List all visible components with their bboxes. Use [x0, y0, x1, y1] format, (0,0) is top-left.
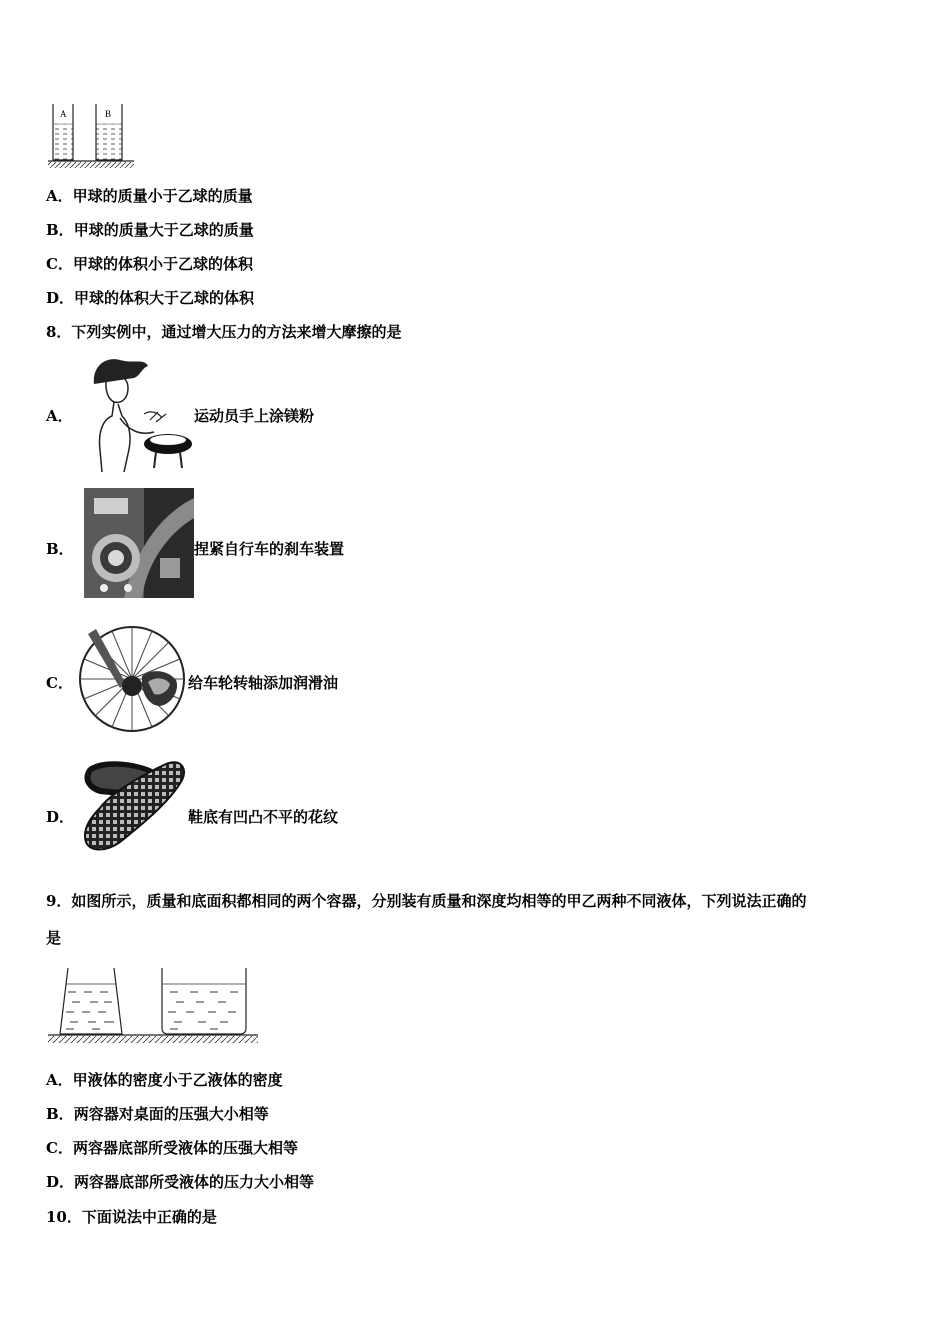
- q9-option-a: A．甲液体的密度小于乙液体的密度: [46, 1071, 283, 1089]
- q9-stem-line2: 是: [46, 929, 62, 947]
- q7-option-b: B．甲球的质量大于乙球的质量: [46, 221, 254, 239]
- q9-option-b: B．两容器对桌面的压强大小相等: [46, 1105, 269, 1123]
- q8-option-b-letter: B．: [46, 540, 74, 558]
- q8-option-c-text: 给车轮转轴添加润滑油: [188, 674, 339, 692]
- q7-option-d: D．甲球的体积大于乙球的体积: [46, 289, 255, 307]
- q8-option-d-letter: D．: [46, 808, 75, 826]
- q8-stem: 8．下列实例中，通过增大压力的方法来增大摩擦的是: [46, 323, 402, 341]
- q10-stem: 10．下面说法中正确的是: [46, 1208, 217, 1226]
- q7-option-a: A．甲球的质量小于乙球的质量: [46, 187, 253, 205]
- wheel-axle-image: [76, 624, 188, 734]
- beaker-a-label: A: [60, 109, 67, 119]
- bicycle-brake-image: [84, 488, 194, 598]
- q7-beakers-figure: [46, 102, 138, 172]
- q8-option-b-text: 捏紧自行车的刹车装置: [194, 540, 345, 558]
- q8-option-a-text: 运动员手上涂镁粉: [194, 407, 315, 425]
- q9-stem-line1: 9．如图所示，质量和底面积都相同的两个容器，分别装有质量和深度均相等的甲乙两种不同液体，下列说法正确的: [46, 892, 807, 910]
- q9-containers-figure: [46, 966, 260, 1046]
- q9-option-c: C．两容器底部所受液体的压强大相等: [46, 1139, 298, 1157]
- shoe-sole-image: [70, 756, 188, 856]
- q8-option-a-letter: A．: [46, 407, 73, 425]
- beaker-b-label: B: [105, 109, 112, 119]
- athlete-chalk-image: [84, 354, 194, 472]
- q7-option-c: C．甲球的体积小于乙球的体积: [46, 255, 253, 273]
- q8-option-c-letter: C．: [46, 674, 73, 692]
- q8-option-d-text: 鞋底有凹凸不平的花纹: [188, 808, 339, 826]
- q9-option-d: D．两容器底部所受液体的压力大小相等: [46, 1173, 315, 1191]
